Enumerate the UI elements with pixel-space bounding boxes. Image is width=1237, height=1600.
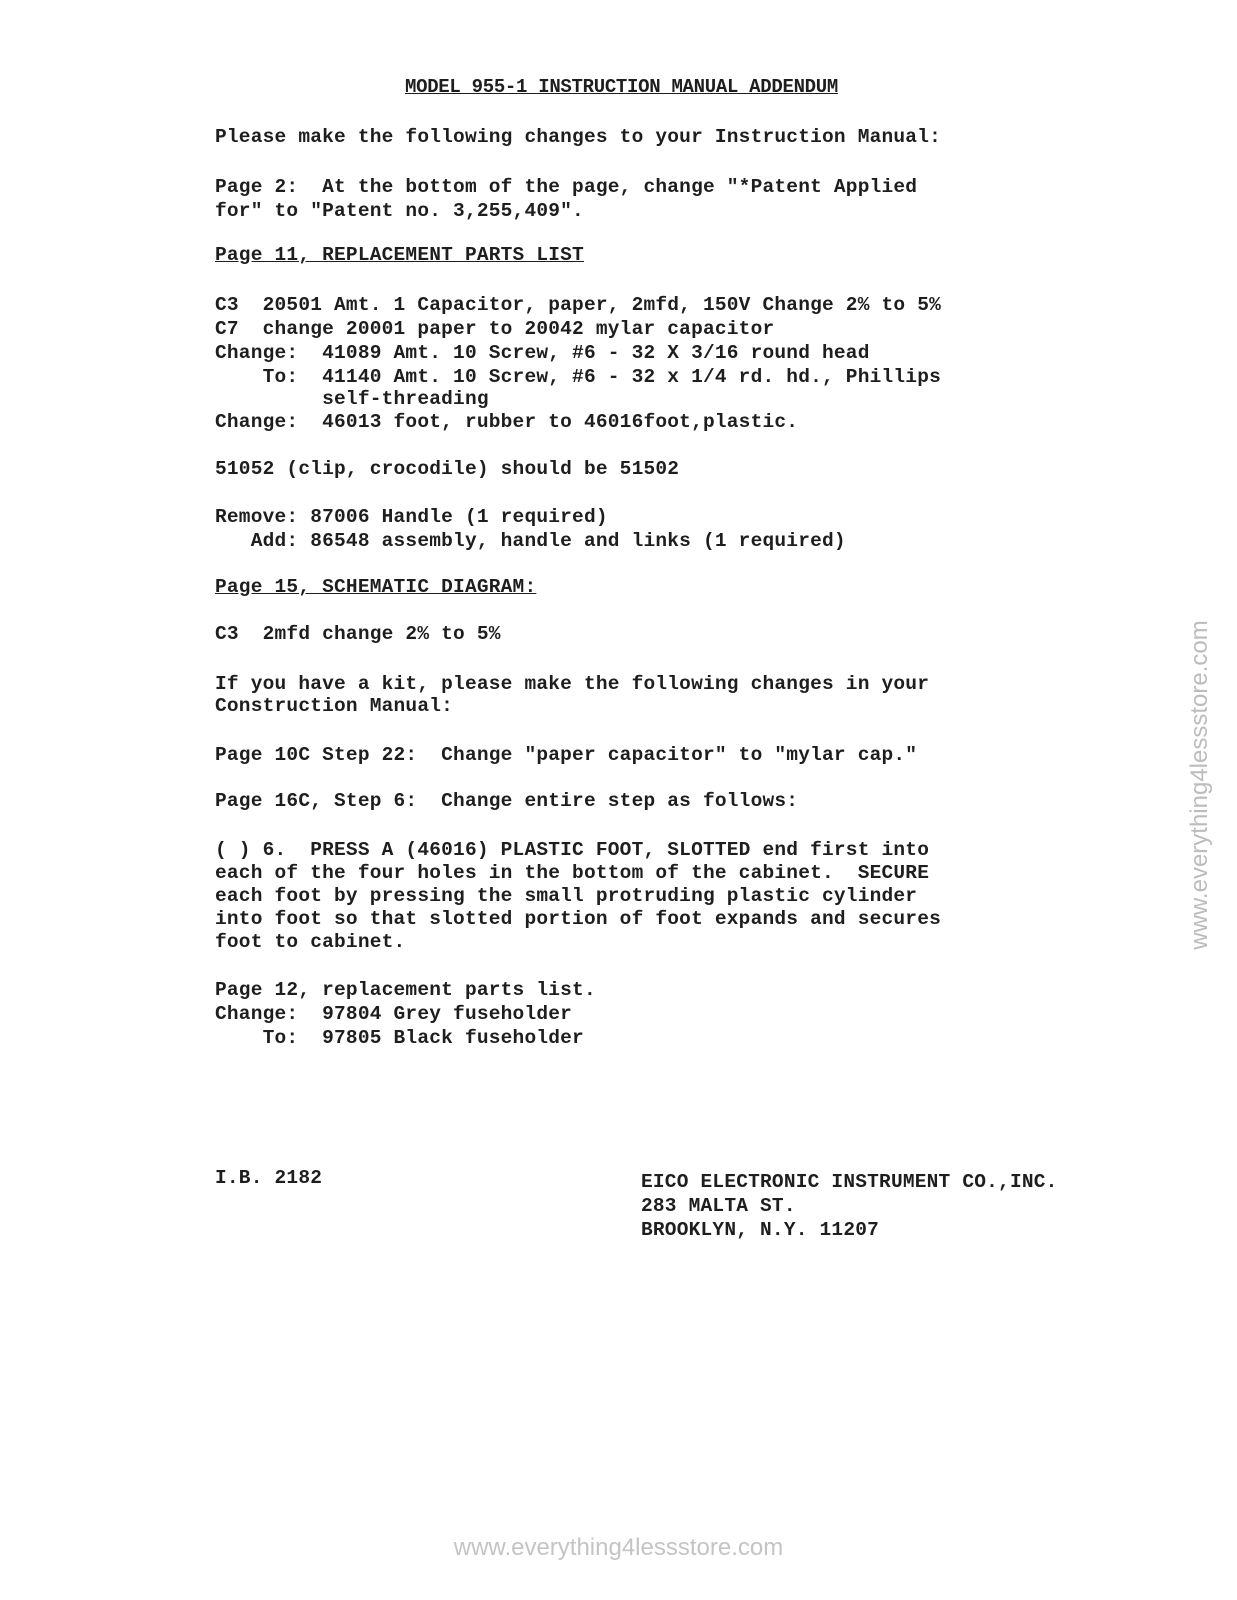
company-name: EICO ELECTRONIC INSTRUMENT CO.,INC. [641, 1171, 1058, 1193]
page12-to: To: 97805 Black fuseholder [215, 1027, 584, 1049]
company-street: 283 MALTA ST. [641, 1195, 796, 1217]
page15-line: C3 2mfd change 2% to 5% [215, 623, 501, 645]
kit-line-2: Construction Manual: [215, 695, 454, 717]
step6-line: each foot by pressing the small protruding plastic cylinder [215, 885, 918, 907]
document-title: MODEL 955-1 INSTRUCTION MANUAL ADDENDUM [405, 76, 838, 98]
add-line: Add: 86548 assembly, handle and links (1 required) [215, 530, 846, 552]
bottom-watermark: www.everything4lessstore.com [453, 1534, 784, 1561]
parts-line: Change: 41089 Amt. 10 Screw, #6 - 32 X 3/16 round head [215, 342, 870, 364]
page2-line-1: Page 2: At the bottom of the page, change "*Patent Applied [215, 176, 918, 198]
page10c-line: Page 10C Step 22: Change "paper capacitor" to "mylar cap." [215, 744, 918, 766]
intro-text: Please make the following changes to your Instruction Manual: [215, 126, 942, 148]
page12-heading: Page 12, replacement parts list. [215, 979, 596, 1001]
clip-note: 51052 (clip, crocodile) should be 51502 [215, 458, 680, 480]
step6-line: foot to cabinet. [215, 931, 406, 953]
step6-line: ( ) 6. PRESS A (46016) PLASTIC FOOT, SLOTTED end first into [215, 839, 930, 861]
parts-line: C3 20501 Amt. 1 Capacitor, paper, 2mfd, 150V Change 2% to 5% [215, 294, 942, 316]
company-city: BROOKLYN, N.Y. 11207 [641, 1219, 880, 1241]
page15-heading: Page 15, SCHEMATIC DIAGRAM: [215, 576, 537, 598]
page12-change: Change: 97804 Grey fuseholder [215, 1003, 573, 1025]
remove-line: Remove: 87006 Handle (1 required) [215, 506, 608, 528]
side-watermark: www.everything4lessstore.com [1186, 620, 1213, 950]
parts-line: C7 change 20001 paper to 20042 mylar capacitor [215, 318, 775, 340]
page2-line-2: for" to "Patent no. 3,255,409". [215, 200, 584, 222]
step6-line: into foot so that slotted portion of foot expands and secures [215, 908, 942, 930]
page11-heading: Page 11, REPLACEMENT PARTS LIST [215, 244, 584, 266]
kit-line-1: If you have a kit, please make the following changes in your [215, 673, 930, 695]
step6-line: each of the four holes in the bottom of the cabinet. SECURE [215, 862, 930, 884]
parts-line: Change: 46013 foot, rubber to 46016foot,plastic. [215, 411, 799, 433]
parts-line: self-threading [215, 388, 489, 410]
parts-line: To: 41140 Amt. 10 Screw, #6 - 32 x 1/4 rd. hd., Phillips [215, 366, 942, 388]
page16c-line: Page 16C, Step 6: Change entire step as follows: [215, 790, 799, 812]
ib-number: I.B. 2182 [215, 1167, 323, 1189]
